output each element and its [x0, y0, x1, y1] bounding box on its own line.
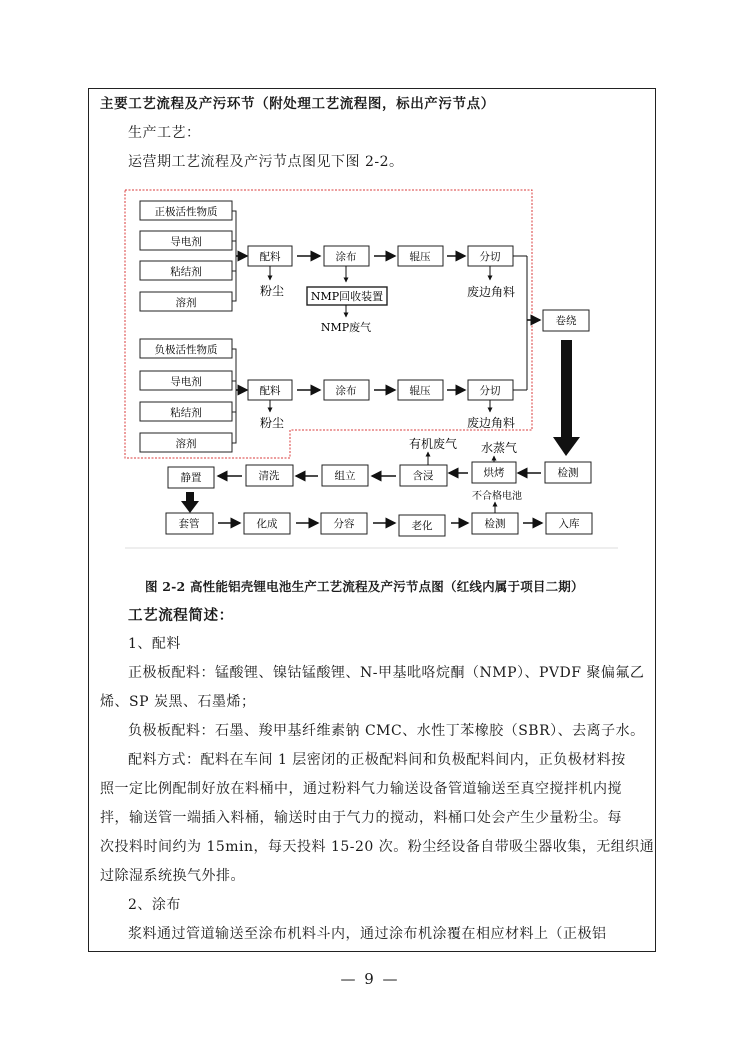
step2-title: 2、涂布: [128, 897, 181, 913]
inject-step: 含浸: [412, 470, 434, 482]
intro-line-1: 生产工艺：: [128, 125, 201, 141]
neg-press-step: 辊压: [409, 385, 431, 397]
neg-conductive-agent: 导电剂: [170, 376, 202, 388]
para-positive-1: 正极板配料：锰酸锂、镍钴锰酸锂、N-甲基吡咯烷酮（NMP）、PVDF 聚偏氟乙: [128, 665, 645, 681]
pos-mix-step: 配料: [259, 251, 281, 263]
pos-slit-step: 分切: [479, 251, 501, 263]
para-method-3: 拌，输送管一端插入料桶，输送时由于气力的搅动，料桶口处会产生少量粉尘。每: [100, 810, 622, 826]
finishing-line: [166, 489, 592, 536]
final-test-step: 检测: [484, 518, 506, 530]
nmp-exhaust-output: NMP废气: [320, 321, 372, 334]
bake-step: 烘烤: [483, 467, 505, 479]
defective-output: 不合格电池: [472, 491, 522, 502]
section-title: 工艺流程简述：: [128, 607, 234, 624]
figure-caption: 图 2-2 高性能铝壳锂电池生产工艺流程及产污节点图（红线内属于项目二期）: [145, 579, 584, 594]
nmp-recovery-unit: NMP回收装置: [310, 290, 384, 303]
positive-materials: [140, 201, 247, 311]
neg-active-material: 负极活性物质: [154, 344, 218, 356]
neg-slit-step: 分切: [479, 385, 501, 397]
pos-scrap-output: 废边角料: [466, 285, 516, 299]
assemble-step: 组立: [334, 470, 356, 482]
pos-solvent: 溶剂: [175, 297, 197, 309]
pos-dust-output: 粉尘: [259, 284, 285, 298]
clean-step: 清洗: [258, 470, 280, 482]
steam-output: 水蒸气: [480, 441, 518, 455]
para-method-5: 过除湿系统换气外排。: [100, 868, 245, 884]
neg-scrap-output: 废边角料: [466, 416, 516, 430]
test-step: 检测: [557, 467, 579, 479]
winding-merge: [513, 256, 589, 456]
pos-active-material: 正极活性物质: [154, 206, 218, 218]
step1-title: 1、配料: [128, 636, 181, 652]
para-coating: 浆料通过管道输送至涂布机料斗内，通过涂布机涂覆在相应材料上（正极铝: [128, 926, 607, 942]
seal-step: 套管: [178, 518, 200, 530]
para-method-4: 次投料时间约为 15min，每天投料 15-20 次。粉尘经设备自带吸尘器收集，无组织通: [100, 839, 655, 855]
pos-binder: 粘结剂: [170, 266, 202, 278]
para-method-2: 照一定比例配制好放在料桶中，通过粉料气力输送设备管道输送至真空搅拌机内搅: [100, 781, 622, 797]
neg-binder: 粘结剂: [170, 407, 202, 419]
aging-step: 老化: [411, 520, 433, 532]
winding-step: 卷绕: [555, 315, 577, 327]
negative-materials: [140, 339, 247, 452]
neg-dust-output: 粉尘: [259, 416, 285, 430]
para-positive-2: 烯、SP 炭黑、石墨烯；: [100, 694, 256, 710]
grading-step: 分容: [333, 518, 355, 530]
negative-process-line: [248, 380, 515, 430]
pos-coat-step: 涂布: [335, 251, 357, 263]
para-negative: 负极板配料：石墨、羧甲基纤维素钠 CMC、水性丁苯橡胶（SBR）、去离子水。: [128, 723, 645, 739]
formation-step: 化成: [256, 518, 278, 530]
pos-press-step: 辊压: [409, 251, 431, 263]
organic-gas-output: 有机废气: [408, 437, 458, 451]
page-number: — 9 —: [340, 970, 400, 988]
storage-step: 入库: [558, 518, 580, 530]
rest-step: 静置: [180, 472, 202, 484]
neg-coat-step: 涂布: [335, 385, 357, 397]
para-method-1: 配料方式：配料在车间 1 层密闭的正极配料间和负极配料间内，正负极材料按: [128, 752, 626, 768]
neg-mix-step: 配料: [259, 385, 281, 397]
section-heading: 主要工艺流程及产污环节（附处理工艺流程图，标出产污节点）: [100, 96, 495, 112]
pos-conductive-agent: 导电剂: [170, 236, 202, 248]
intro-line-2: 运营期工艺流程及产污节点图见下图 2-2。: [128, 154, 404, 170]
positive-process-line: [248, 246, 515, 334]
neg-solvent: 溶剂: [175, 438, 197, 450]
